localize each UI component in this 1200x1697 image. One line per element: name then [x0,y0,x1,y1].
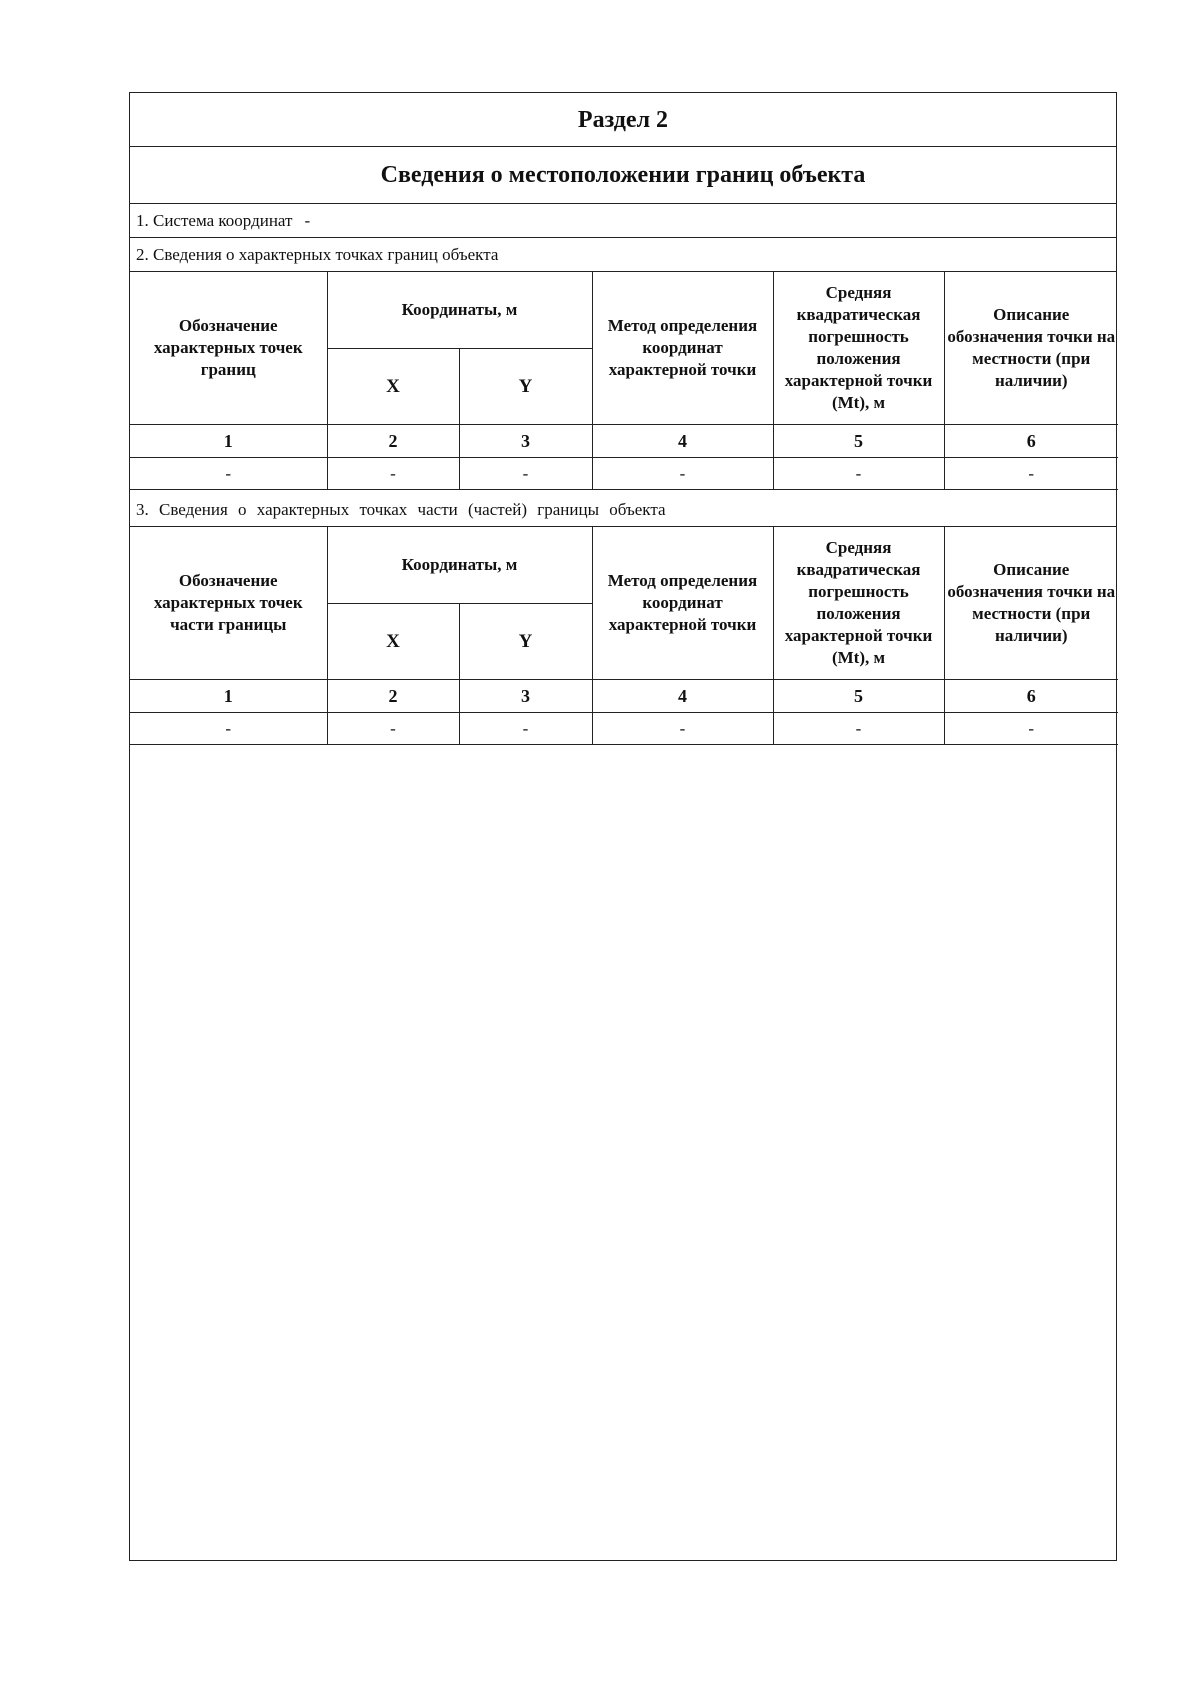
header-coordinates: Координаты, м [327,527,592,604]
header-description: Описание обозначения точки на местности (при наличии) [944,527,1118,680]
header-description: Описание обозначения точки на местности (при наличии) [944,272,1118,425]
table2-caption: 3. Сведения о характерных точках части (частей) границы объекта [130,493,1116,527]
section-subtitle: Сведения о местоположении границ объекта [130,147,1116,204]
coord-system-value: - [304,211,311,230]
table-row [130,713,1118,745]
table-cell: - [592,458,773,490]
column-number: 1 [130,680,327,713]
table-cell: - [130,713,327,745]
table-cell: - [327,458,459,490]
header-designation: Обозначение характерных точек границ [130,272,327,425]
header-y: Y [459,604,592,680]
column-number: 3 [459,680,592,713]
column-number: 5 [773,425,944,458]
column-number-row [130,425,1118,458]
table-cell: - [130,458,327,490]
column-number: 5 [773,680,944,713]
column-number: 4 [592,680,773,713]
table-cell: - [459,713,592,745]
header-designation: Обозначение характерных точек части границы [130,527,327,680]
header-method: Метод определения координат характерной точки [592,527,773,680]
column-number: 6 [944,425,1118,458]
header-error: Средняя квадратическая погрешность положения характерной точки (Mt), м [773,527,944,680]
coord-system-line [130,204,1116,238]
table-cell: - [944,713,1118,745]
column-number: 3 [459,425,592,458]
column-number: 4 [592,425,773,458]
section-title: Раздел 2 [130,93,1116,147]
column-number: 1 [130,425,327,458]
header-error: Средняя квадратическая погрешность положения характерной точки (Mt), м [773,272,944,425]
document-frame [129,92,1117,1561]
column-number: 2 [327,680,459,713]
table-cell: - [773,713,944,745]
header-coordinates: Координаты, м [327,272,592,349]
header-y: Y [459,349,592,425]
table-cell: - [944,458,1118,490]
coord-system-label: 1. Система координат [136,211,293,230]
boundary-points-table [130,272,1118,490]
part-boundary-points-table [130,527,1118,745]
column-number-row [130,680,1118,713]
table-row [130,458,1118,490]
header-x: X [327,349,459,425]
table-cell: - [459,458,592,490]
table-cell: - [773,458,944,490]
header-method: Метод определения координат характерной точки [592,272,773,425]
column-number: 6 [944,680,1118,713]
table1-caption: 2. Сведения о характерных точках границ объекта [130,238,1116,272]
table-cell: - [327,713,459,745]
column-number: 2 [327,425,459,458]
header-x: X [327,604,459,680]
table-cell: - [592,713,773,745]
